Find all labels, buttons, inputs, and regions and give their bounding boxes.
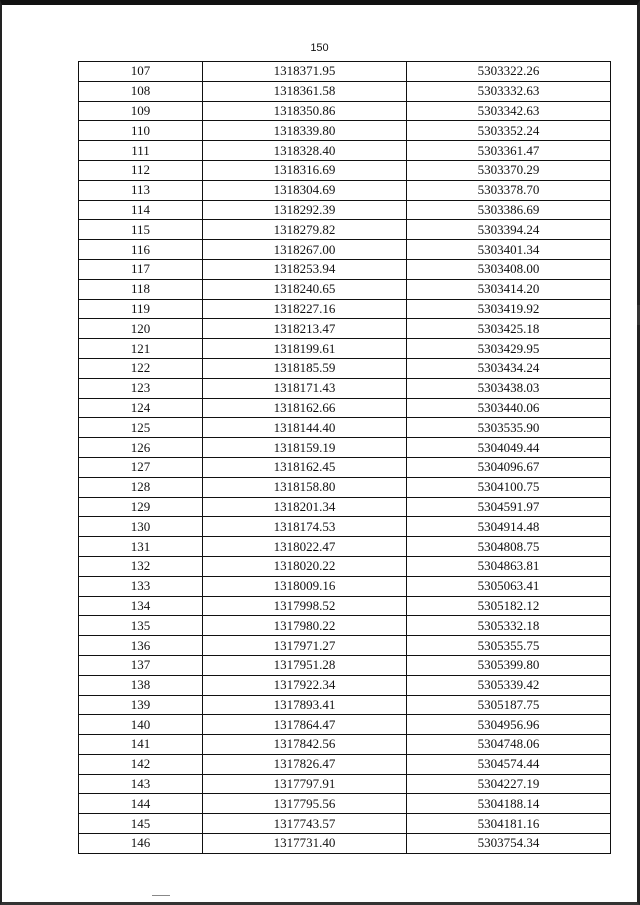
y-coordinate-cell: 5305355.75 <box>407 636 611 656</box>
y-coordinate-cell: 5303414.20 <box>407 279 611 299</box>
point-number-cell: 133 <box>79 576 203 596</box>
y-coordinate-cell: 5303438.03 <box>407 378 611 398</box>
x-coordinate-cell: 1318201.34 <box>203 497 407 517</box>
x-coordinate-cell: 1318171.43 <box>203 378 407 398</box>
y-coordinate-cell: 5304096.67 <box>407 457 611 477</box>
table-row <box>79 81 611 101</box>
x-coordinate-cell: 1318199.61 <box>203 339 407 359</box>
table-row <box>79 497 611 517</box>
x-coordinate-cell: 1318328.40 <box>203 141 407 161</box>
x-coordinate-cell: 1317731.40 <box>203 834 407 854</box>
x-coordinate-cell: 1318361.58 <box>203 81 407 101</box>
x-coordinate-cell: 1318227.16 <box>203 299 407 319</box>
y-coordinate-cell: 5304181.16 <box>407 814 611 834</box>
y-coordinate-cell: 5303425.18 <box>407 319 611 339</box>
point-number-cell: 142 <box>79 754 203 774</box>
x-coordinate-cell: 1318316.69 <box>203 160 407 180</box>
point-number-cell: 110 <box>79 121 203 141</box>
point-number-cell: 126 <box>79 438 203 458</box>
y-coordinate-cell: 5304227.19 <box>407 774 611 794</box>
table-row <box>79 457 611 477</box>
x-coordinate-cell: 1317842.56 <box>203 735 407 755</box>
point-number-cell: 107 <box>79 62 203 82</box>
x-coordinate-cell: 1318240.65 <box>203 279 407 299</box>
table-row <box>79 616 611 636</box>
point-number-cell: 118 <box>79 279 203 299</box>
table-row <box>79 655 611 675</box>
table-row <box>79 814 611 834</box>
table-row <box>79 101 611 121</box>
x-coordinate-cell: 1318267.00 <box>203 240 407 260</box>
x-coordinate-cell: 1317797.91 <box>203 774 407 794</box>
point-number-cell: 143 <box>79 774 203 794</box>
y-coordinate-cell: 5303440.06 <box>407 398 611 418</box>
table-row <box>79 240 611 260</box>
y-coordinate-cell: 5303322.26 <box>407 62 611 82</box>
point-number-cell: 123 <box>79 378 203 398</box>
x-coordinate-cell: 1317826.47 <box>203 754 407 774</box>
x-coordinate-cell: 1317743.57 <box>203 814 407 834</box>
coordinates-table <box>78 61 611 854</box>
y-coordinate-cell: 5304863.81 <box>407 556 611 576</box>
table-row <box>79 299 611 319</box>
x-coordinate-cell: 1318162.45 <box>203 457 407 477</box>
coordinates-table-body <box>79 62 611 854</box>
y-coordinate-cell: 5303378.70 <box>407 180 611 200</box>
table-row <box>79 636 611 656</box>
page-number: 150 <box>310 42 329 54</box>
x-coordinate-cell: 1318292.39 <box>203 200 407 220</box>
point-number-cell: 141 <box>79 735 203 755</box>
table-row <box>79 160 611 180</box>
x-coordinate-cell: 1317893.41 <box>203 695 407 715</box>
table-row <box>79 774 611 794</box>
x-coordinate-cell: 1318022.47 <box>203 537 407 557</box>
point-number-cell: 132 <box>79 556 203 576</box>
point-number-cell: 112 <box>79 160 203 180</box>
table-row <box>79 537 611 557</box>
point-number-cell: 140 <box>79 715 203 735</box>
x-coordinate-cell: 1318213.47 <box>203 319 407 339</box>
y-coordinate-cell: 5304188.14 <box>407 794 611 814</box>
x-coordinate-cell: 1318185.59 <box>203 358 407 378</box>
table-row <box>79 517 611 537</box>
point-number-cell: 120 <box>79 319 203 339</box>
y-coordinate-cell: 5304956.96 <box>407 715 611 735</box>
y-coordinate-cell: 5303754.34 <box>407 834 611 854</box>
y-coordinate-cell: 5303434.24 <box>407 358 611 378</box>
table-row <box>79 596 611 616</box>
x-coordinate-cell: 1318009.16 <box>203 576 407 596</box>
point-number-cell: 127 <box>79 457 203 477</box>
x-coordinate-cell: 1318371.95 <box>203 62 407 82</box>
table-row <box>79 141 611 161</box>
point-number-cell: 129 <box>79 497 203 517</box>
point-number-cell: 125 <box>79 418 203 438</box>
y-coordinate-cell: 5305399.80 <box>407 655 611 675</box>
table-row <box>79 735 611 755</box>
point-number-cell: 116 <box>79 240 203 260</box>
y-coordinate-cell: 5305187.75 <box>407 695 611 715</box>
y-coordinate-cell: 5305332.18 <box>407 616 611 636</box>
point-number-cell: 113 <box>79 180 203 200</box>
y-coordinate-cell: 5303361.47 <box>407 141 611 161</box>
point-number-cell: 108 <box>79 81 203 101</box>
y-coordinate-cell: 5303394.24 <box>407 220 611 240</box>
point-number-cell: 137 <box>79 655 203 675</box>
table-row <box>79 834 611 854</box>
y-coordinate-cell: 5303535.90 <box>407 418 611 438</box>
y-coordinate-cell: 5303342.63 <box>407 101 611 121</box>
point-number-cell: 146 <box>79 834 203 854</box>
y-coordinate-cell: 5304049.44 <box>407 438 611 458</box>
x-coordinate-cell: 1317998.52 <box>203 596 407 616</box>
point-number-cell: 117 <box>79 259 203 279</box>
table-row <box>79 220 611 240</box>
y-coordinate-cell: 5304574.44 <box>407 754 611 774</box>
point-number-cell: 136 <box>79 636 203 656</box>
table-row <box>79 418 611 438</box>
point-number-cell: 121 <box>79 339 203 359</box>
x-coordinate-cell: 1318020.22 <box>203 556 407 576</box>
y-coordinate-cell: 5305063.41 <box>407 576 611 596</box>
point-number-cell: 144 <box>79 794 203 814</box>
x-coordinate-cell: 1317922.34 <box>203 675 407 695</box>
point-number-cell: 115 <box>79 220 203 240</box>
x-coordinate-cell: 1318279.82 <box>203 220 407 240</box>
x-coordinate-cell: 1317951.28 <box>203 655 407 675</box>
y-coordinate-cell: 5304808.75 <box>407 537 611 557</box>
x-coordinate-cell: 1318304.69 <box>203 180 407 200</box>
point-number-cell: 135 <box>79 616 203 636</box>
point-number-cell: 134 <box>79 596 203 616</box>
point-number-cell: 130 <box>79 517 203 537</box>
point-number-cell: 111 <box>79 141 203 161</box>
table-row <box>79 200 611 220</box>
y-coordinate-cell: 5304914.48 <box>407 517 611 537</box>
table-row <box>79 794 611 814</box>
x-coordinate-cell: 1317971.27 <box>203 636 407 656</box>
y-coordinate-cell: 5303386.69 <box>407 200 611 220</box>
y-coordinate-cell: 5305182.12 <box>407 596 611 616</box>
table-row <box>79 62 611 82</box>
y-coordinate-cell: 5303401.34 <box>407 240 611 260</box>
y-coordinate-cell: 5305339.42 <box>407 675 611 695</box>
point-number-cell: 119 <box>79 299 203 319</box>
point-number-cell: 131 <box>79 537 203 557</box>
table-row <box>79 378 611 398</box>
point-number-cell: 109 <box>79 101 203 121</box>
x-coordinate-cell: 1317795.56 <box>203 794 407 814</box>
table-row <box>79 259 611 279</box>
table-row <box>79 358 611 378</box>
table-row <box>79 180 611 200</box>
point-number-cell: 145 <box>79 814 203 834</box>
x-coordinate-cell: 1317864.47 <box>203 715 407 735</box>
point-number-cell: 114 <box>79 200 203 220</box>
point-number-cell: 139 <box>79 695 203 715</box>
x-coordinate-cell: 1318159.19 <box>203 438 407 458</box>
table-row <box>79 675 611 695</box>
x-coordinate-cell: 1318350.86 <box>203 101 407 121</box>
point-number-cell: 128 <box>79 477 203 497</box>
table-row <box>79 556 611 576</box>
table-row <box>79 438 611 458</box>
x-coordinate-cell: 1318253.94 <box>203 259 407 279</box>
point-number-cell: 138 <box>79 675 203 695</box>
x-coordinate-cell: 1318174.53 <box>203 517 407 537</box>
table-row <box>79 695 611 715</box>
x-coordinate-cell: 1318339.80 <box>203 121 407 141</box>
y-coordinate-cell: 5304748.06 <box>407 735 611 755</box>
table-row <box>79 319 611 339</box>
x-coordinate-cell: 1317980.22 <box>203 616 407 636</box>
y-coordinate-cell: 5303408.00 <box>407 259 611 279</box>
table-row <box>79 121 611 141</box>
table-row <box>79 754 611 774</box>
table-row <box>79 576 611 596</box>
point-number-cell: 122 <box>79 358 203 378</box>
y-coordinate-cell: 5303332.63 <box>407 81 611 101</box>
x-coordinate-cell: 1318144.40 <box>203 418 407 438</box>
table-row <box>79 477 611 497</box>
y-coordinate-cell: 5303370.29 <box>407 160 611 180</box>
table-row <box>79 715 611 735</box>
y-coordinate-cell: 5303419.92 <box>407 299 611 319</box>
table-row <box>79 339 611 359</box>
scan-dash-mark <box>152 895 170 896</box>
y-coordinate-cell: 5303352.24 <box>407 121 611 141</box>
y-coordinate-cell: 5304100.75 <box>407 477 611 497</box>
point-number-cell: 124 <box>79 398 203 418</box>
y-coordinate-cell: 5304591.97 <box>407 497 611 517</box>
x-coordinate-cell: 1318158.80 <box>203 477 407 497</box>
table-row <box>79 398 611 418</box>
y-coordinate-cell: 5303429.95 <box>407 339 611 359</box>
x-coordinate-cell: 1318162.66 <box>203 398 407 418</box>
table-row <box>79 279 611 299</box>
